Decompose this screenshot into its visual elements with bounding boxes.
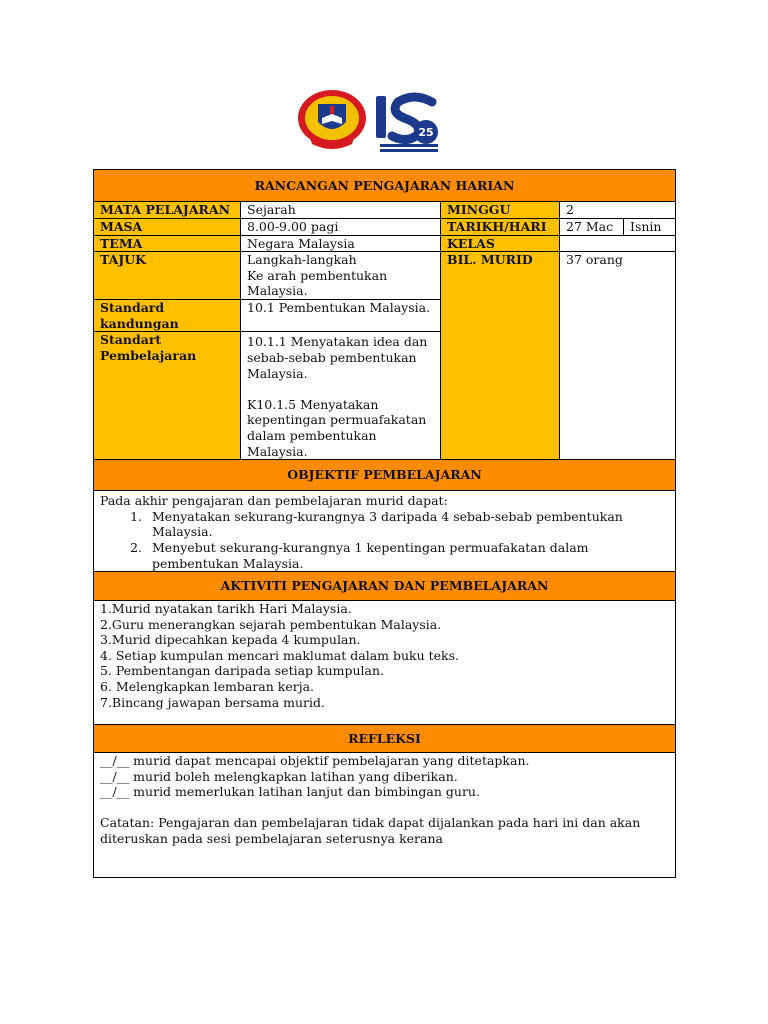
kelas-label: KELAS [441,235,560,252]
tarikh-hari-label: TARIKH/HARI [441,219,560,236]
sp-line: K10.1.5 Menyatakan [247,396,379,412]
tarikh-value: 27 Mac [560,219,624,236]
refleksi-spacer [100,800,669,816]
refleksi-line: __/__ murid boleh melengkapkan latihan yang diberikan. [100,768,458,784]
sp-line: Malaysia. [247,365,308,381]
catatan-line: Catatan: Pengajaran dan pembelajaran tidak dapat dijalankan pada hari ini dan akan [100,815,641,831]
mata-pelajaran-label: MATA PELAJARAN [94,202,241,219]
aktiviti-item: 6. Melengkapkan lembaran kerja. [100,679,315,695]
is-logo-number: 25 [418,126,434,139]
lesson-plan-table [93,169,676,878]
tema-value: Negara Malaysia [241,235,441,252]
aktiviti-item: 2.Guru menerangkan sejarah pembentukan Malaysia. [100,616,442,632]
refleksi-line: __/__ murid dapat mencapai objektif pembelajaran yang ditetapkan. [100,753,530,769]
masa-label: MASA [94,219,241,236]
tajuk-line: Malaysia. [247,283,308,299]
refleksi-title: REFLEKSI [94,725,676,753]
standart-pembelajaran-label-line: Standart [100,332,162,348]
school-crest-logo [296,82,368,154]
kelas-value [560,235,676,252]
standard-kandungan-label-line: kandungan [100,315,179,331]
standard-kandungan-label-line: Standard [100,300,165,316]
aktiviti-item: 7.Bincang jawapan bersama murid. [100,694,325,710]
objektif-list [100,509,669,571]
masa-value: 8.00-9.00 pagi [241,219,441,236]
tema-label: TEMA [94,235,241,252]
objektif-title: OBJEKTIF PEMBELAJARAN [94,460,676,491]
is-25-logo [374,86,442,154]
aktiviti-section [94,601,676,725]
standart-pembelajaran-label [94,332,241,460]
aktiviti-item: 1.Murid nyatakan tarikh Hari Malaysia. [100,601,352,617]
objektif-item: 1. Menyatakan sekurang-kurangnya 3 daripada 4 sebab-sebab pembentukan Malaysia. [146,509,669,540]
form-title: RANCANGAN PENGAJARAN HARIAN [94,170,676,202]
standart-pembelajaran-value [241,332,441,460]
hari-value: Isnin [624,219,676,236]
aktiviti-item: 5. Pembentangan daripada setiap kumpulan. [100,663,385,679]
bil-murid-label: BIL. MURID [441,252,560,460]
minggu-label: MINGGU [441,202,560,219]
standart-pembelajaran-label-line: Pembelajaran [100,347,197,363]
minggu-value: 2 [560,202,676,219]
standard-kandungan-value: 10.1 Pembentukan Malaysia. [241,300,441,332]
tajuk-line: Langkah-langkah [247,252,357,268]
bil-murid-value: 37 orang [560,252,676,460]
objektif-section [94,491,676,572]
tajuk-line: Ke arah pembentukan [247,267,388,283]
sp-line: dalam pembentukan Malaysia. [247,427,377,459]
refleksi-line: __/__ murid memerlukan latihan lanjut dan bimbingan guru. [100,784,480,800]
objektif-item: 2. Menyebut sekurang-kurangnya 1 kepentingan permuafakatan dalam pembentukan Malaysia. [146,540,669,571]
mata-pelajaran-value: Sejarah [241,202,441,219]
sp-line: 10.1.1 Menyatakan idea dan [247,334,428,350]
standard-kandungan-label [94,300,241,332]
header-logos [296,80,446,156]
tajuk-value [241,252,441,300]
refleksi-section [94,753,676,878]
sp-line: sebab-sebab pembentukan [247,349,417,365]
sp-line-blank [247,381,434,397]
tajuk-label: TAJUK [94,252,241,300]
objektif-intro: Pada akhir pengajaran dan pembelajaran murid dapat: [100,493,448,509]
aktiviti-item: 4. Setiap kumpulan mencari maklumat dalam buku teks. [100,647,460,663]
aktiviti-item: 3.Murid dipecahkan kepada 4 kumpulan. [100,632,361,648]
sp-line: kepentingan permuafakatan [247,412,427,428]
catatan-line: diteruskan pada sesi pembelajaran seterusnya kerana [100,831,443,847]
aktiviti-title: AKTIVITI PENGAJARAN DAN PEMBELAJARAN [94,572,676,601]
